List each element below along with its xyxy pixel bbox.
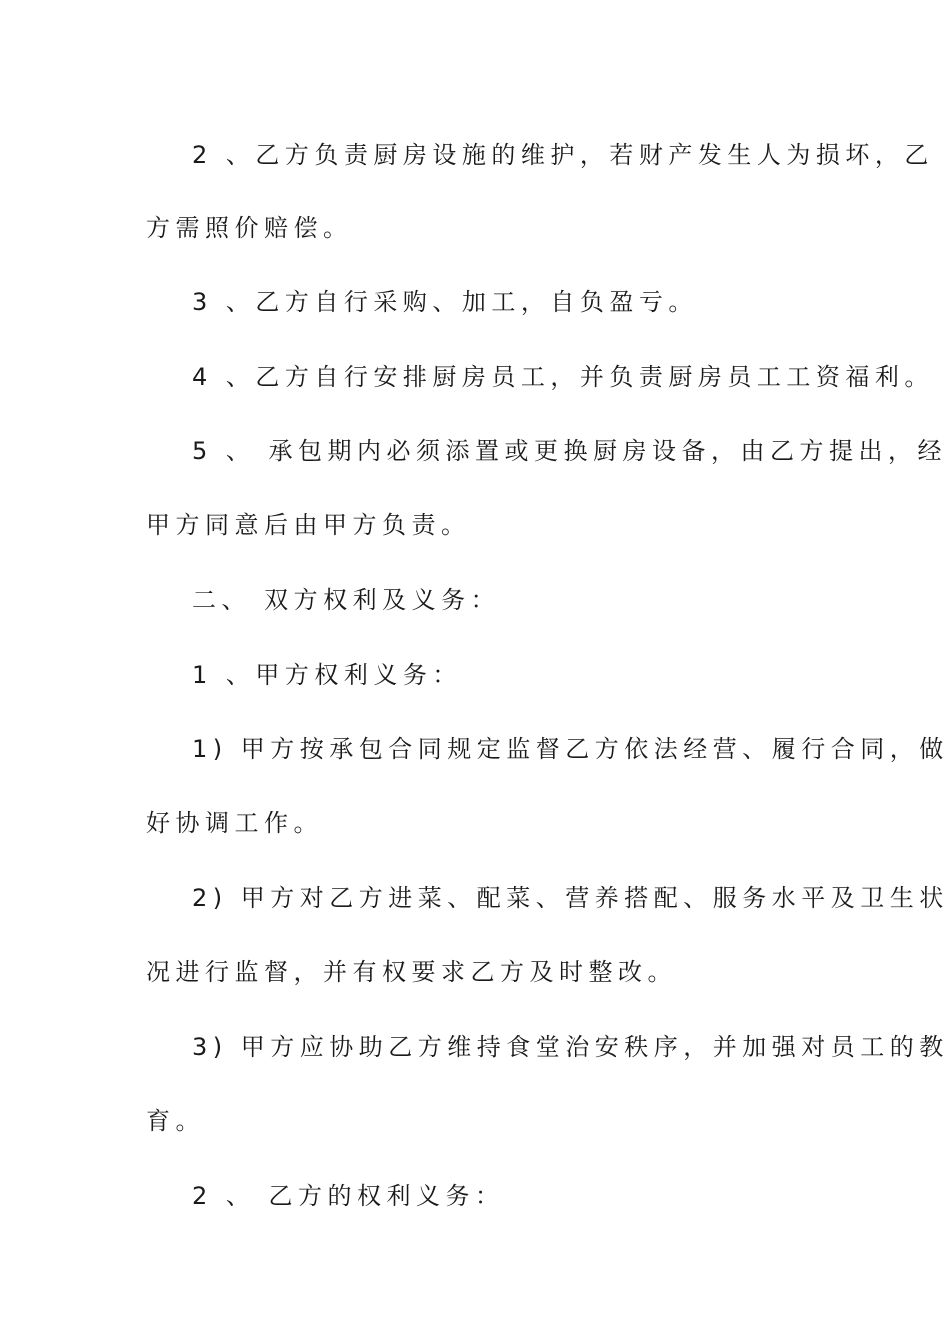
- paragraph-line: 5 、 承包期内必须添置或更换厨房设备，由乙方提出，经: [192, 437, 948, 465]
- paragraph-line: 1) 甲方按承包合同规定监督乙方依法经营、履行合同，做: [192, 735, 949, 763]
- paragraph-line: 3) 甲方应协助乙方维持食堂治安秩序，并加强对员工的教: [192, 1033, 949, 1061]
- paragraph-line: 方需照价赔偿。: [146, 214, 353, 242]
- paragraph-line: 2 、乙方负责厨房设施的维护，若财产发生人为损坏，乙: [192, 141, 934, 169]
- paragraph-line: 甲方同意后由甲方负责。: [146, 511, 471, 539]
- subsection-heading: 2 、 乙方的权利义务：: [192, 1182, 505, 1210]
- paragraph-line: 2) 甲方对乙方进菜、配菜、营养搭配、服务水平及卫生状: [192, 884, 949, 912]
- paragraph-line: 况进行监督，并有权要求乙方及时整改。: [146, 958, 677, 986]
- section-heading: 二、 双方权利及义务：: [192, 586, 501, 614]
- paragraph-line: 3 、乙方自行采购、加工，自负盈亏。: [192, 288, 698, 316]
- paragraph-line: 育。: [146, 1107, 205, 1135]
- paragraph-line: 4 、乙方自行安排厨房员工，并负责厨房员工工资福利。: [192, 363, 934, 391]
- subsection-heading: 1 、甲方权利义务：: [192, 661, 462, 689]
- paragraph-line: 好协调工作。: [146, 809, 323, 837]
